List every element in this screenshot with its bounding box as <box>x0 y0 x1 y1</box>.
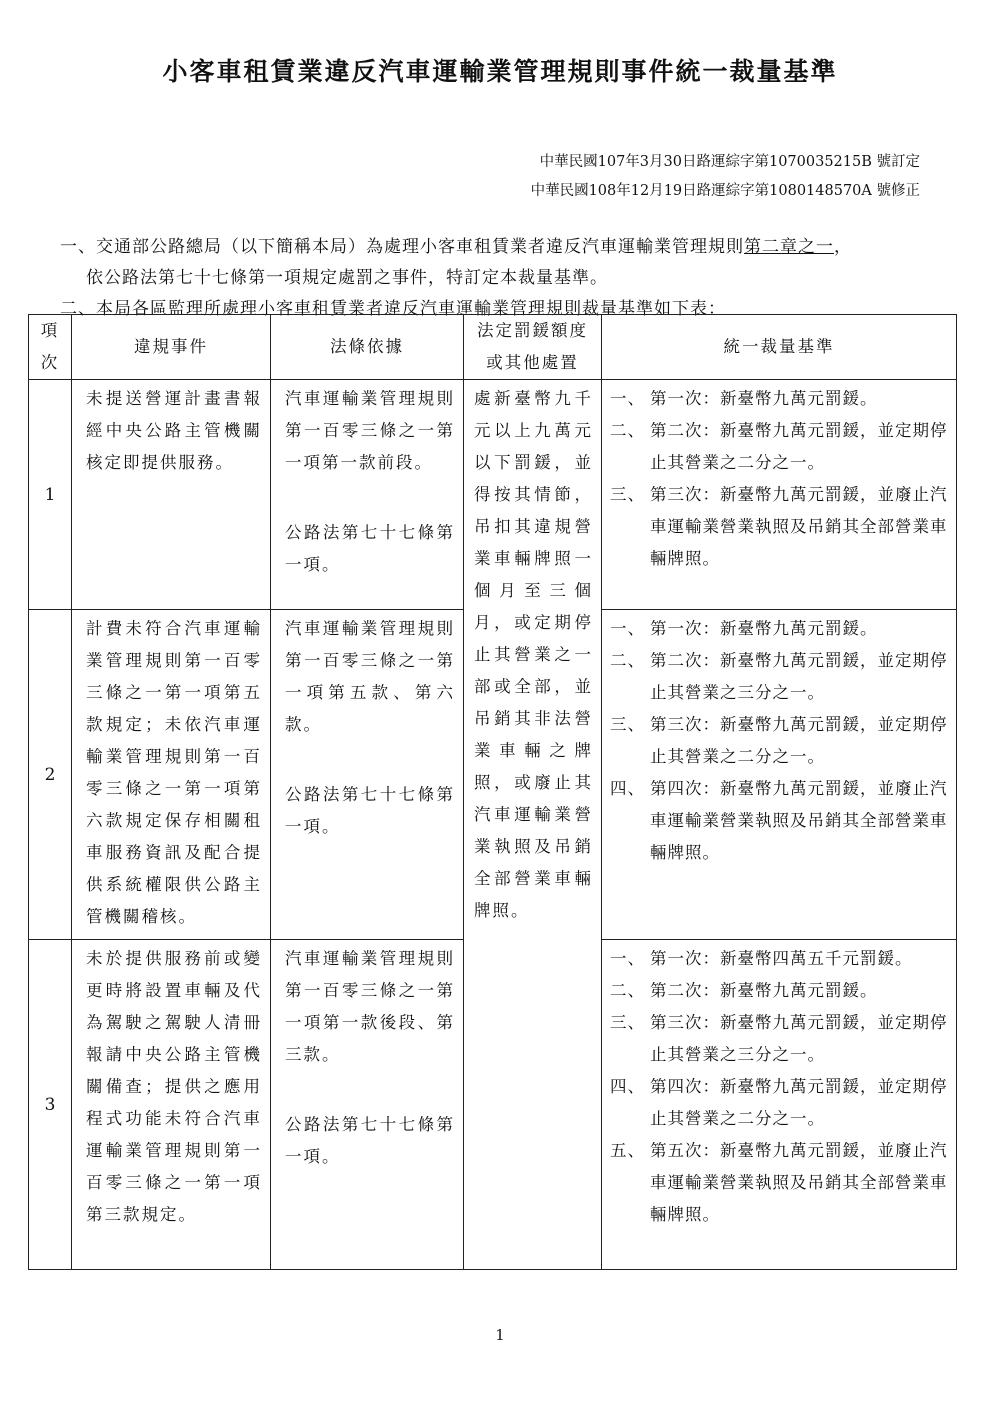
law-cell: 汽車運輸業管理規則第一百零三條之一第一項第五款、第六款。 公路法第七十七條第一項。 <box>271 610 464 940</box>
standard-item: 一、 第一次：新臺幣九萬元罰鍰。 <box>610 619 878 638</box>
standard-item: 二、 第二次：新臺幣九萬元罰鍰，並定期停止其營業之三分之一。 <box>610 651 948 702</box>
standard-item: 一、 第一次：新臺幣四萬五千元罰鍰。 <box>610 949 913 968</box>
standard-item: 五、 第五次：新臺幣九萬元罰鍰，並廢止汽車運輸業營業執照及吊銷其全部營業車輛牌照。 <box>610 1141 948 1224</box>
event-cell: 未於提供服務前或變更時將設置車輛及代為駕駛之駕駛人清冊報請中央公路主管機關備查；提供之應用程式功能未符合汽車運輸業管理規則第一百零三條之一第一項第三款規定。 <box>72 940 271 1270</box>
standard-cell <box>602 380 957 610</box>
intro-paragraph-1-cont: 依公路法第七十七條第一項規定處罰之事件，特訂定本裁量基準。 <box>86 268 608 288</box>
intro-paragraph-1 <box>60 232 960 263</box>
intro-p1-comma: ， <box>834 237 852 257</box>
header-event: 違規事件 <box>72 315 271 380</box>
standard-cell <box>602 940 957 1270</box>
row-number: 3 <box>29 940 72 1270</box>
event-cell: 未提送營運計畫書報經中央公路主管機關核定即提供服務。 <box>72 380 271 610</box>
standard-item: 三、 第三次：新臺幣九萬元罰鍰，並廢止汽車運輸業營業執照及吊銷其全部營業車輛牌照。 <box>610 485 948 568</box>
law-cell: 汽車運輸業管理規則第一百零三條之一第一項第一款前段。 公路法第七十七條第一項。 <box>271 380 464 610</box>
discretion-table <box>28 314 957 1270</box>
standard-item: 三、 第三次：新臺幣九萬元罰鍰，並定期停止其營業之二分之一。 <box>610 715 948 766</box>
intro-p1-underlined: 第二章之一 <box>744 237 834 257</box>
header-law: 法條依據 <box>271 315 464 380</box>
table-header-row <box>29 315 957 380</box>
header-item-no: 項 次 <box>29 315 72 380</box>
row-number: 2 <box>29 610 72 940</box>
row-number: 1 <box>29 380 72 610</box>
standard-item: 三、 第三次：新臺幣九萬元罰鍰，並定期停止其營業之三分之一。 <box>610 1013 948 1064</box>
standard-item: 二、 第二次：新臺幣九萬元罰鍰。 <box>610 981 878 1000</box>
penalty-cell: 處新臺幣九千元以上九萬元以下罰鍰，並得按其情節，吊扣其違規營業車輛牌照一個月至三個月，或定期停止其營業之一部或全部，並吊銷其非法營業車輛之牌照，或廢止其汽車運輸業營業執照及吊銷全部營業車輛牌照。 <box>464 380 602 1270</box>
standard-item: 二、 第二次：新臺幣九萬元罰鍰，並定期停止其營業之二分之一。 <box>610 421 948 472</box>
event-cell: 計費未符合汽車運輸業管理規則第一百零三條之一第一項第五款規定；未依汽車運輸業管理規則第一百零三條之一第一項第六款規定保存相關租車服務資訊及配合提供系統權限供公路主管機關稽核。 <box>72 610 271 940</box>
standard-item: 一、 第一次：新臺幣九萬元罰鍰。 <box>610 389 878 408</box>
standard-cell <box>602 610 957 940</box>
intro-paragraph-2: 二、本局各區監理所處理小客車租賃業者違反汽車運輸業管理規則裁量基準如下表： <box>60 299 726 319</box>
intro-section <box>60 232 960 325</box>
standard-item: 四、 第四次：新臺幣九萬元罰鍰，並廢止汽車運輸業營業執照及吊銷其全部營業車輛牌照。 <box>610 779 948 862</box>
intro-p1-text: 一、交通部公路總局（以下簡稱本局）為處理小客車租賃業者違反汽車運輸業管理規則 <box>60 237 744 257</box>
law-cell: 汽車運輸業管理規則第一百零三條之一第一項第一款後段、第三款。 公路法第七十七條第一項。 <box>271 940 464 1270</box>
header-standard: 統一裁量基準 <box>602 315 957 380</box>
reference-line-amended: 中華民國108年12月19日路運綜字第1080148570A 號修正 <box>530 183 920 199</box>
header-penalty: 法定罰鍰額度 或其他處置 <box>464 315 602 380</box>
reference-line-enacted: 中華民國107年3月30日路運綜字第1070035215B 號訂定 <box>539 154 920 170</box>
reference-block <box>531 148 920 206</box>
table-row <box>29 380 957 610</box>
page-number: 1 <box>495 1326 505 1344</box>
standard-item: 四、 第四次：新臺幣九萬元罰鍰，並定期停止其營業之二分之一。 <box>610 1077 948 1128</box>
document-title: 小客車租賃業違反汽車運輸業管理規則事件統一裁量基準 <box>162 57 838 86</box>
